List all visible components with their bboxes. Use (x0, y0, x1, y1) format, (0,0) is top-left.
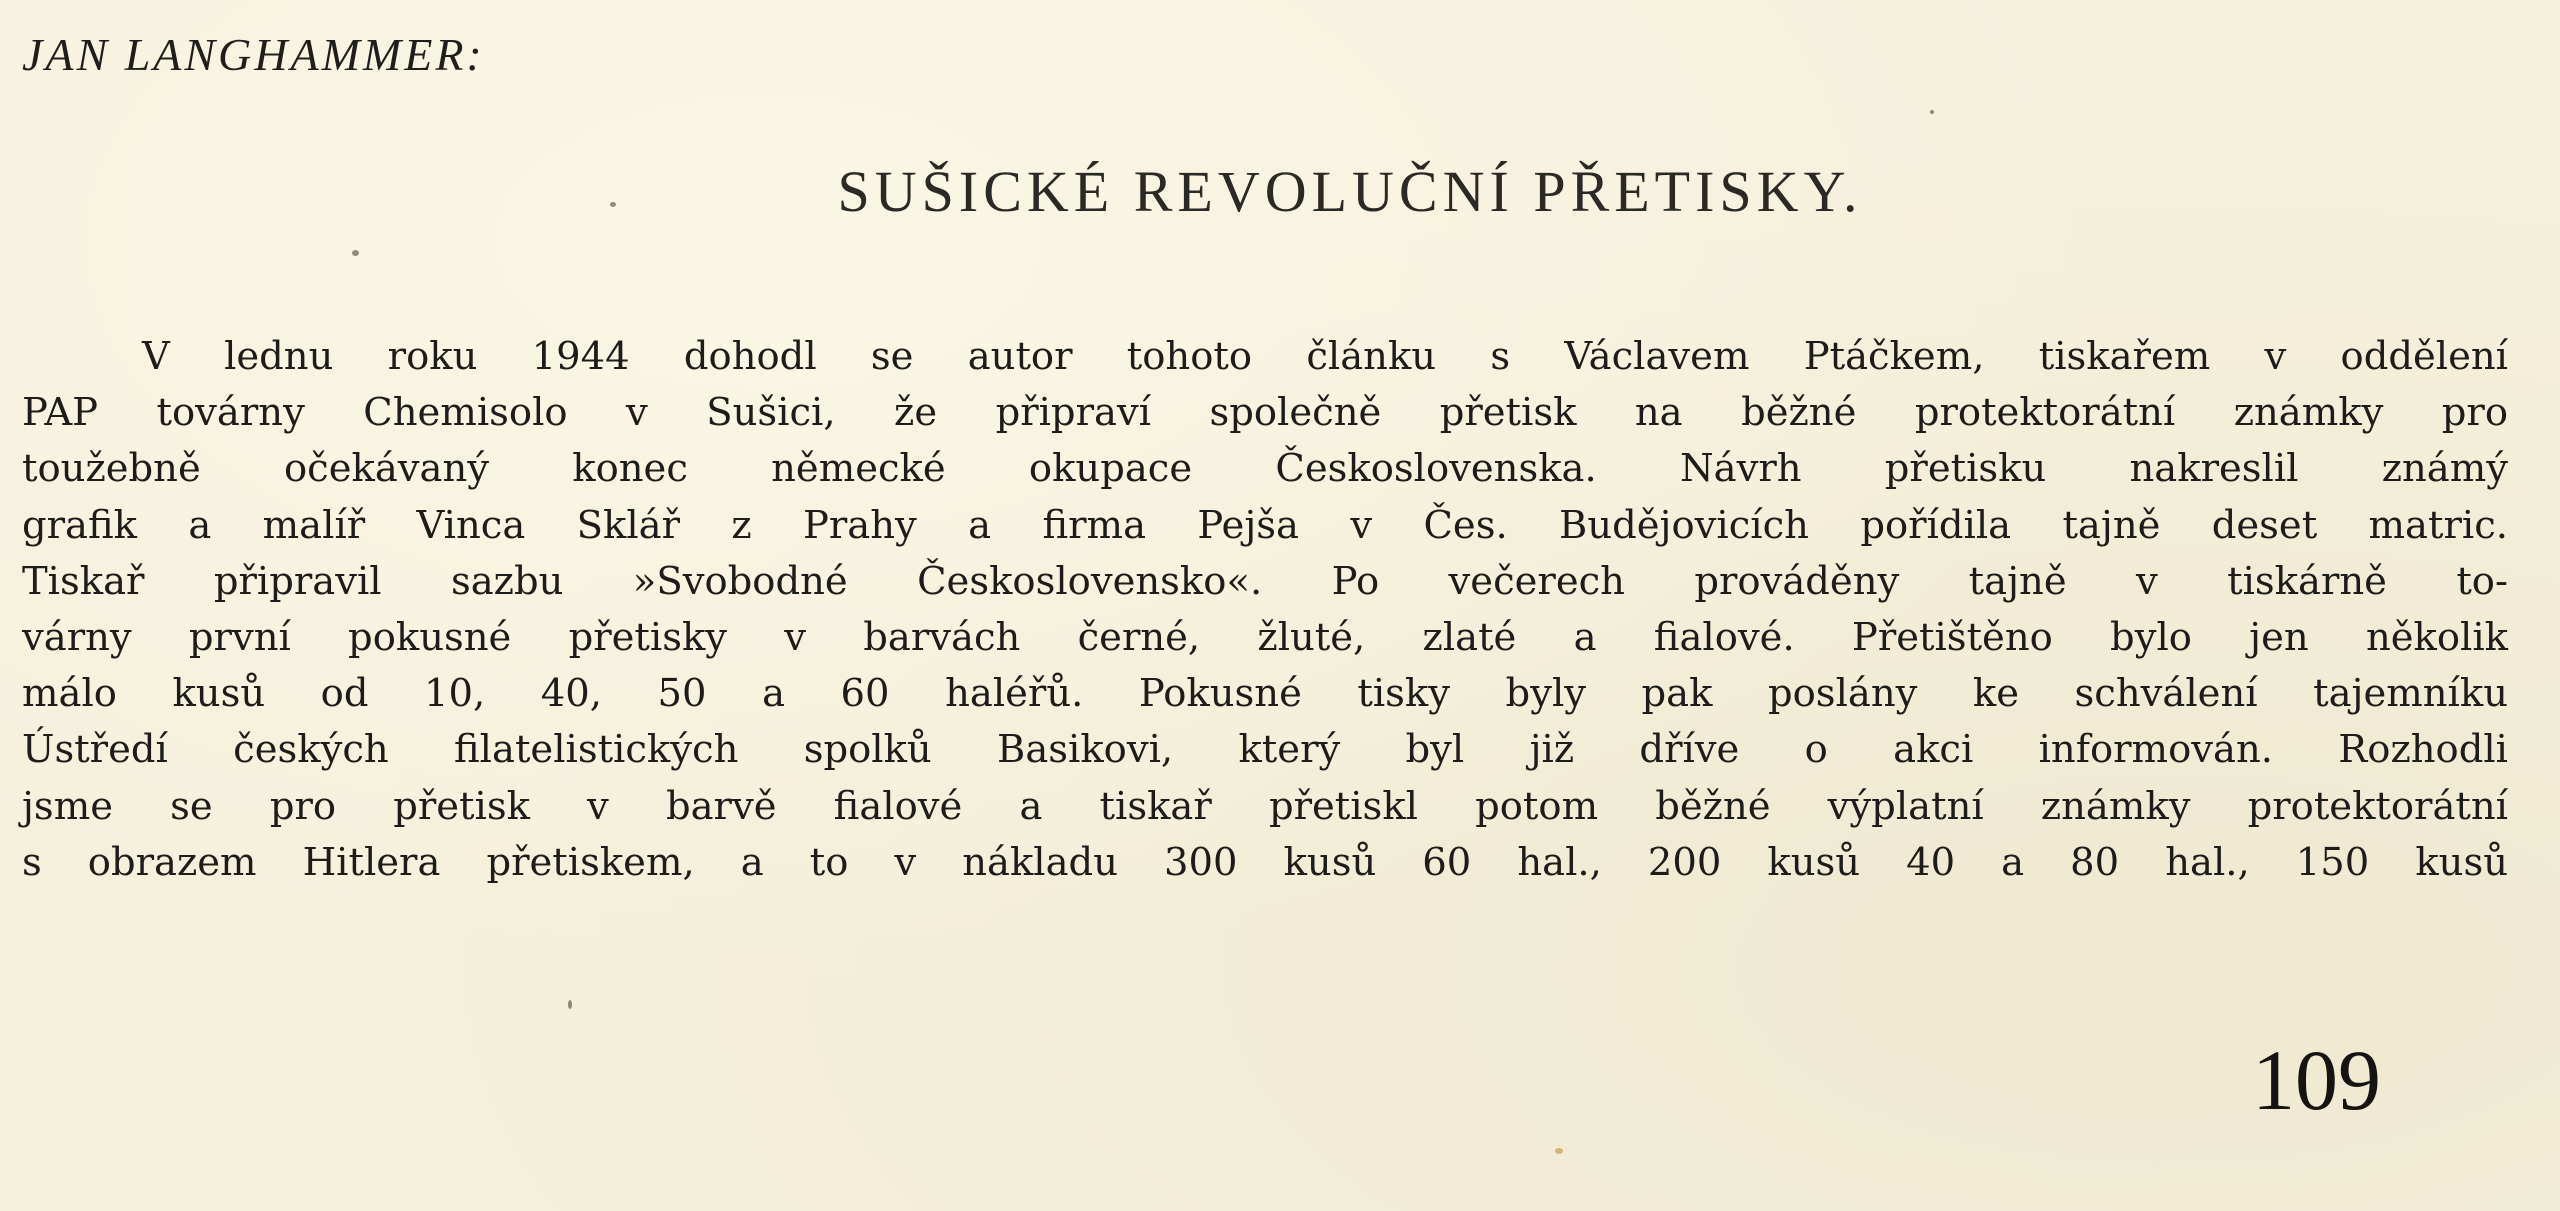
paper-speck (610, 202, 616, 207)
body-line: Ústředí českých filatelistických spolků Basikovi, který byl již dříve o akci informován. Rozhodli (22, 727, 2508, 773)
article-title: SUŠICKÉ REVOLUČNÍ PŘETISKY. (837, 159, 1863, 224)
author-heading: JAN LANGHAMMER: (22, 29, 485, 80)
body-line: jsme se pro přetisk v barvě fialové a tiskař přetiskl potom běžné výplatní známky protektorátní (22, 783, 2508, 829)
body-line: várny první pokusné přetisky v barvách černé, žluté, zlaté a fialové. Přetištěno bylo jen několik (22, 614, 2508, 660)
paper-speck (352, 250, 359, 256)
body-line: PAP továrny Chemisolo v Sušici, že připraví společně přetisk na běžné protektorátní známky pro (22, 390, 2508, 436)
paper-speck (1930, 110, 1934, 114)
body-line: grafik a malíř Vinca Sklář z Prahy a firma Pejša v Čes. Budějovicích pořídila tajně deset matric. (22, 502, 2508, 548)
body-line: V lednu roku 1944 dohodl se autor tohoto článku s Václavem Ptáčkem, tiskařem v oddělení (142, 334, 2508, 379)
page-number: 109 (2252, 1032, 2381, 1128)
paper-speck (568, 1000, 572, 1009)
body-line: Tiskař připravil sazbu »Svobodné Československo«. Po večerech prováděny tajně v tiskárně to- (22, 558, 2508, 604)
paper-speck (1555, 1148, 1563, 1154)
body-line: toužebně očekávaný konec německé okupace Československa. Návrh přetisku nakreslil známý (22, 446, 2508, 492)
body-line: s obrazem Hitlera přetiskem, a to v nákladu 300 kusů 60 hal., 200 kusů 40 a 80 hal., 150 kusů (22, 839, 2508, 885)
article-body (22, 329, 2508, 891)
body-line: málo kusů od 10, 40, 50 a 60 haléřů. Pokusné tisky byly pak poslány ke schválení tajemníku (22, 671, 2508, 717)
